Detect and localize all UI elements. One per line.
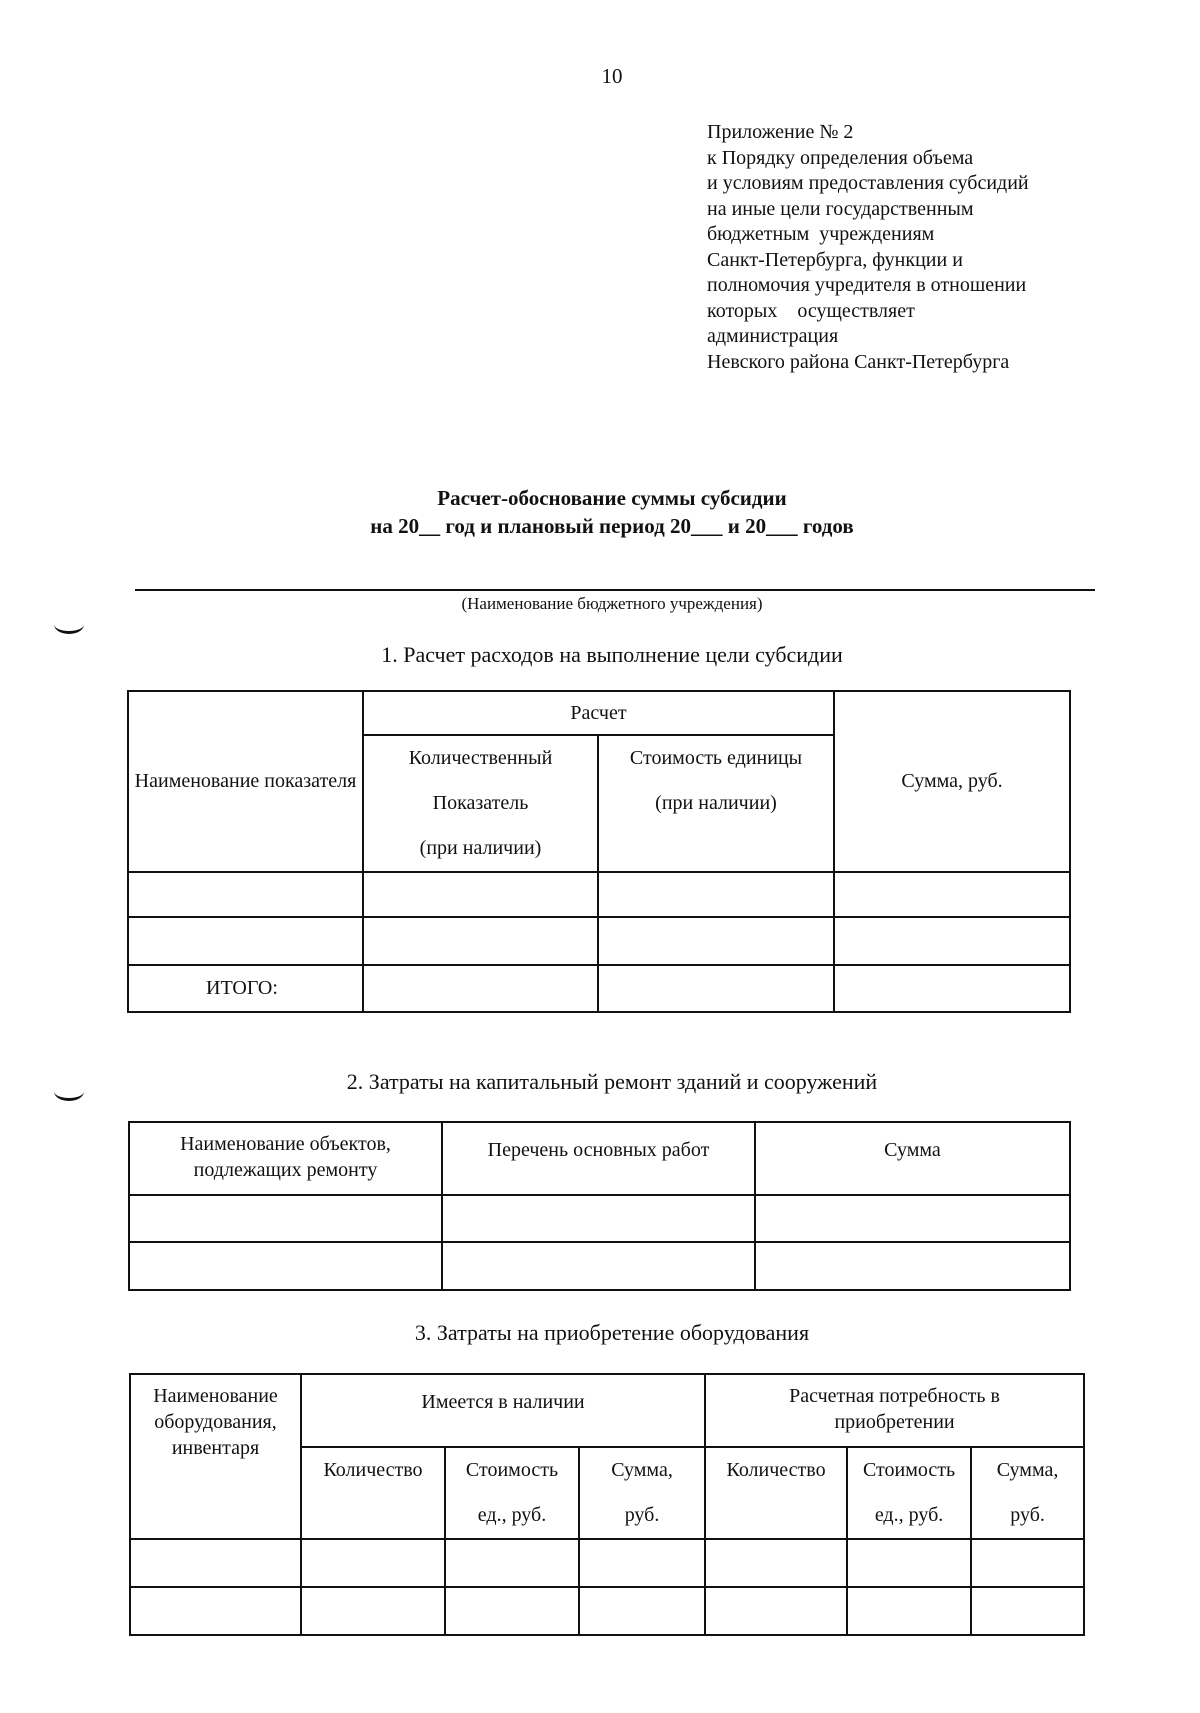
header-equipment [130,1374,301,1539]
header-need-line: Расчетная потребность в [789,1385,1000,1407]
table-row [129,1195,1070,1242]
header-unit-cost [598,735,834,872]
table-cell[interactable] [301,1539,445,1587]
header-sum: Сумма, руб. [834,691,1070,872]
header-available: Имеется в наличии [301,1374,705,1447]
table-cell[interactable] [834,917,1070,965]
header-need [705,1374,1084,1447]
header-unit-cost-line: (при наличии) [655,792,777,814]
appendix-line: администрация [707,325,839,347]
table-cell[interactable] [128,917,363,965]
table-cell[interactable] [971,1539,1084,1587]
table-cell[interactable] [755,1195,1070,1242]
header-calculation: Расчет [363,691,834,735]
header-quantity-line: Показатель [432,792,529,814]
header-objects-line: подлежащих ремонту [193,1159,378,1181]
table-capital-repair [128,1121,1071,1291]
header-sum-line: руб. [624,1504,660,1526]
header-quantity [363,735,598,872]
header-sum-line: Сумма, [996,1459,1059,1481]
page-number: 10 [601,64,623,88]
header-unit-cost-line: Стоимость [862,1459,956,1481]
table-cell[interactable] [705,1587,847,1635]
table-cell[interactable] [598,872,834,917]
header-quantity-line: Количественный [408,747,553,769]
header-sum [971,1447,1084,1539]
header-objects-line: Наименование объектов, [180,1133,391,1155]
table-row-total [128,965,1070,1012]
header-equipment-line: инвентаря [171,1437,260,1459]
header-unit-cost-line: Стоимость единицы [629,747,803,769]
table-cell[interactable] [598,965,834,1012]
header-equipment-line: оборудования, [154,1411,277,1433]
table-cell[interactable] [834,965,1070,1012]
table-cell[interactable] [579,1539,705,1587]
title-line: Расчет-обоснование суммы субсидии [437,486,787,510]
table-cell[interactable] [442,1195,755,1242]
section-3-title: 3. Затраты на приобретение оборудования [414,1320,810,1345]
table-row [130,1587,1084,1635]
table-row [128,917,1070,965]
appendix-line: к Порядку определения объема [707,146,974,169]
table-cell[interactable] [363,872,598,917]
header-unit-cost [847,1447,971,1539]
document-title [0,484,1200,540]
table-cell[interactable] [598,917,834,965]
section-1-title: 1. Расчет расходов на выполнение цели субсидии [381,642,843,667]
table-row [128,872,1070,917]
table-cell[interactable] [705,1539,847,1587]
header-unit-cost-line: Стоимость [465,1459,559,1481]
header-quantity: Количество [301,1447,445,1539]
appendix-line: Невского района Санкт-Петербурга [707,350,1010,373]
header-sum: Сумма [755,1122,1070,1195]
table-cell[interactable] [834,872,1070,917]
appendix-line: полномочия учредителя в отношении [707,274,1027,296]
header-objects [129,1122,442,1195]
table-cell[interactable] [579,1587,705,1635]
title-line: на 20__ год и плановый период 20___ и 20___ годов [370,514,854,538]
institution-name-line [135,589,1095,591]
appendix-line: Приложение № 2 [707,121,854,143]
header-sum [579,1447,705,1539]
table-cell[interactable] [445,1539,579,1587]
table-cell[interactable] [129,1242,442,1290]
table-cell[interactable] [847,1539,971,1587]
appendix-line: и условиям предоставления субсидий [707,172,1029,194]
table-equipment [129,1373,1085,1636]
table-cell[interactable] [301,1587,445,1635]
header-indicator: Наименование показателя [128,691,363,872]
header-quantity: Количество [705,1447,847,1539]
header-need-line: приобретении [834,1411,955,1433]
header-equipment-line: Наименование [153,1385,278,1407]
header-works: Перечень основных работ [442,1122,755,1195]
table-cell[interactable] [129,1195,442,1242]
header-unit-cost-line: ед., руб. [477,1504,547,1526]
header-unit-cost-line: ед., руб. [874,1504,944,1526]
table-row [129,1242,1070,1290]
total-label: ИТОГО: [128,965,363,1012]
header-sum-line: Сумма, [611,1459,673,1481]
hole-punch-mark [54,615,84,634]
section-2-title: 2. Затраты на капитальный ремонт зданий и сооружений [346,1069,878,1094]
table-cell[interactable] [755,1242,1070,1290]
table-cell[interactable] [130,1587,301,1635]
table-cell[interactable] [363,965,598,1012]
table-expenses [127,690,1071,1013]
table-cell[interactable] [128,872,363,917]
appendix-block [707,120,1107,375]
table-cell[interactable] [971,1587,1084,1635]
appendix-line: на иные цели государственным [707,197,974,220]
table-cell[interactable] [445,1587,579,1635]
appendix-line: бюджетным учреждениям [707,223,935,245]
header-quantity-line: (при наличии) [419,837,542,859]
table-cell[interactable] [442,1242,755,1290]
header-sum-line: руб. [1010,1504,1045,1526]
table-row [130,1539,1084,1587]
table-cell[interactable] [847,1587,971,1635]
appendix-line: которых осуществляет [707,299,915,322]
institution-caption: (Наименование бюджетного учреждения) [461,594,763,613]
table-cell[interactable] [130,1539,301,1587]
header-unit-cost [445,1447,579,1539]
appendix-line: Санкт-Петербурга, функции и [707,248,963,271]
table-cell[interactable] [363,917,598,965]
